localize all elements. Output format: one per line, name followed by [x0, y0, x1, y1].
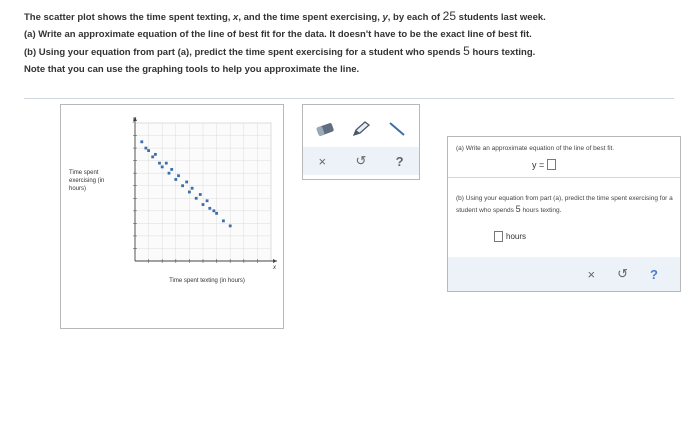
scatter-plot[interactable] [113, 111, 281, 275]
question-text [24, 8, 684, 78]
pencil-tool[interactable] [348, 117, 374, 141]
data-point [165, 162, 168, 165]
y-axis-label: Time spent exercising (in hours) [69, 170, 105, 192]
data-point [144, 147, 147, 150]
data-point [229, 224, 232, 227]
question-intro: The scatter plot shows the time spent texting, x, and the time spent exercising, y, by each of 25 students last week. [24, 9, 546, 23]
answer-help-button[interactable]: ? [650, 266, 658, 282]
data-point [177, 174, 180, 177]
equation-prefix: y = [532, 159, 545, 170]
pencil-icon [350, 119, 372, 139]
eraser-icon [314, 120, 336, 138]
x-axis-label: Time spent texting (in hours) [169, 278, 245, 284]
undo-button[interactable]: ↺ [355, 153, 367, 168]
help-button[interactable]: ? [395, 153, 404, 169]
equation-input[interactable] [547, 159, 556, 170]
answer-part-b-prompt: (b) Using your equation from part (a), predict the time spent exercising for a student who spends 5 hours texting. [456, 195, 673, 214]
question-part-b: (b) Using your equation from part (a), predict the time spent exercising for a student who spends 5 hours texting. [24, 44, 536, 58]
x-axis-arrow [273, 259, 277, 263]
data-point [181, 184, 184, 187]
tool-row [303, 115, 419, 143]
y-axis-marker: y [133, 117, 136, 123]
line-tool[interactable] [384, 117, 410, 141]
data-point [151, 155, 154, 158]
data-point [170, 168, 173, 171]
answer-panel [447, 136, 681, 292]
data-point [161, 166, 164, 169]
data-point [206, 199, 209, 202]
x-axis-marker: x [273, 265, 276, 271]
data-point [168, 172, 171, 175]
graphing-tools [302, 104, 420, 180]
scatter-plot-panel [60, 104, 284, 329]
answer-part-a-prompt: (a) Write an approximate equation of the line of best fit. [456, 145, 615, 152]
data-point [154, 153, 157, 156]
data-point [195, 197, 198, 200]
question-note: Note that you can use the graphing tools to help you approximate the line. [24, 64, 360, 75]
data-point [202, 203, 205, 206]
data-point [199, 193, 202, 196]
equation-row [532, 159, 556, 170]
eraser-tool[interactable] [312, 117, 338, 141]
answer-clear-button[interactable]: × [587, 266, 596, 282]
hours-input[interactable] [494, 231, 503, 242]
data-point [191, 187, 194, 190]
clear-button[interactable]: × [318, 153, 327, 169]
answer-actions [448, 257, 680, 291]
data-point [185, 181, 188, 184]
data-point [215, 212, 218, 215]
data-point [140, 140, 143, 143]
line-tool-icon [386, 119, 408, 139]
question-part-a: (a) Write an approximate equation of the line of best fit for the data. It doesn't have to be the exact line of best fit. [24, 29, 532, 40]
data-point [174, 178, 177, 181]
answer-undo-button[interactable]: ↺ [617, 266, 629, 281]
answer-divider [448, 177, 680, 178]
data-point [158, 162, 161, 165]
data-point [212, 209, 215, 212]
divider [24, 98, 674, 99]
data-point [208, 207, 211, 210]
tool-actions [303, 147, 419, 175]
data-point [147, 149, 150, 152]
plot-grid [135, 123, 271, 261]
hours-label: hours [506, 232, 527, 241]
hours-row [494, 231, 526, 242]
data-point [222, 219, 225, 222]
data-point [188, 191, 191, 194]
